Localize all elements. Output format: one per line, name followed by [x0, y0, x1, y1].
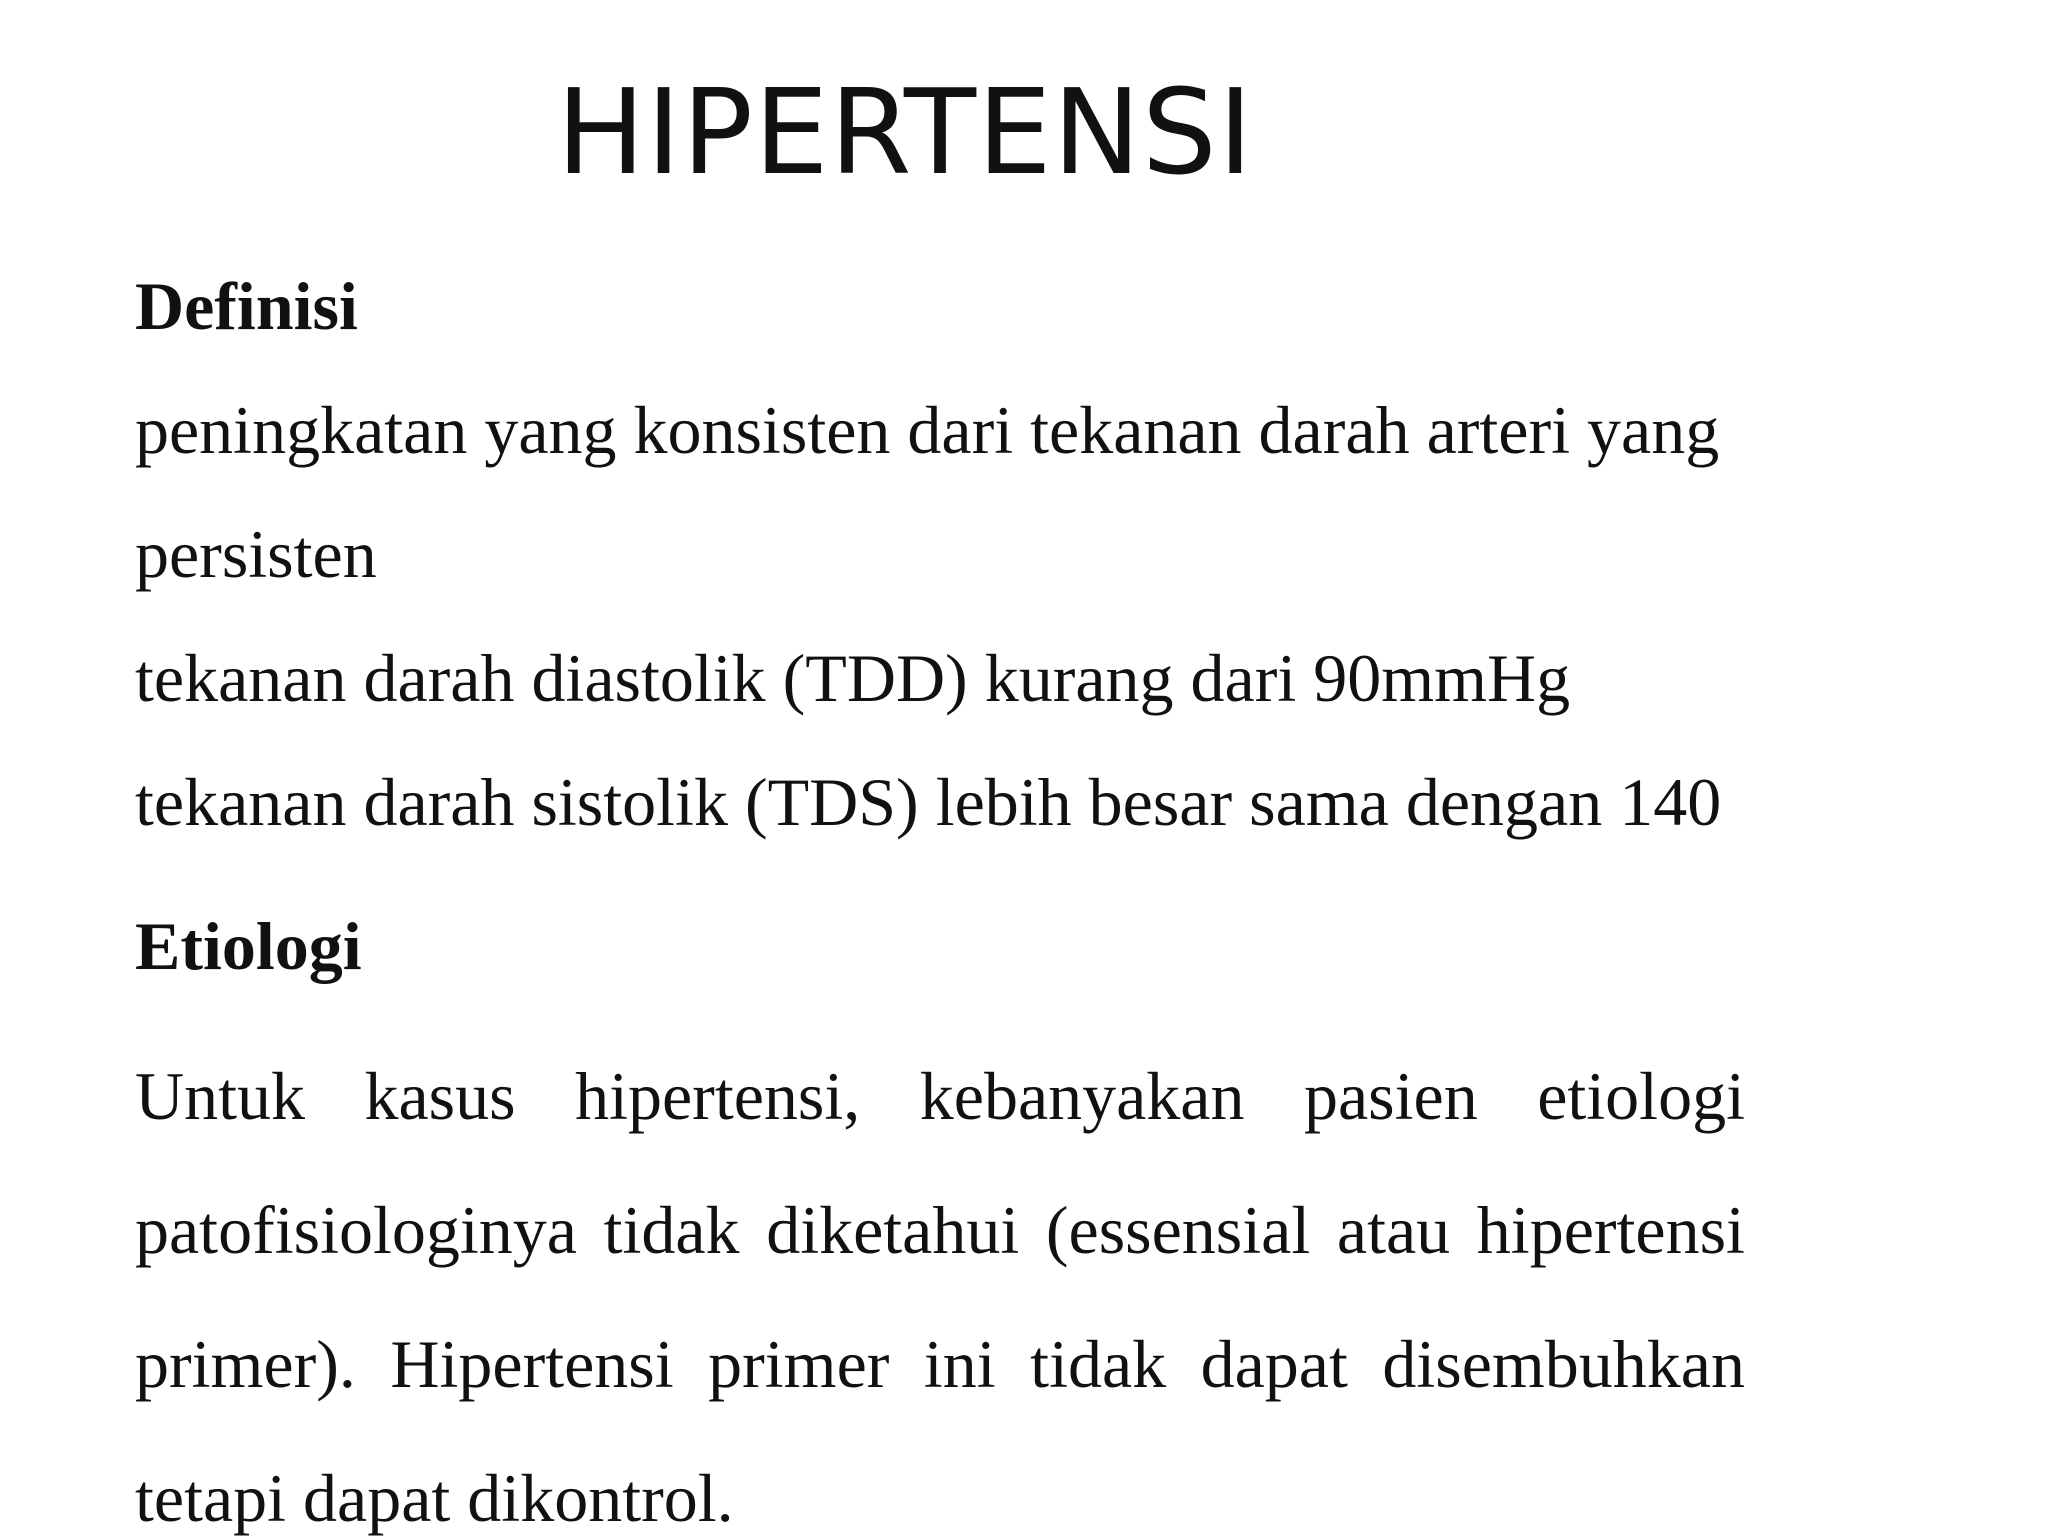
word: dapat [1200, 1326, 1348, 1402]
definisi-line-2: persisten [135, 516, 377, 592]
word: disembuhkan [1382, 1326, 1745, 1402]
word: ini [923, 1326, 996, 1402]
definisi-line-3: tekanan darah diastolik (TDD) kurang dari 90mmHg [135, 640, 1571, 716]
word: hipertensi [1476, 1192, 1745, 1268]
word: tidak [1030, 1326, 1167, 1402]
word: patofisiologinya [135, 1192, 577, 1268]
word: atau [1336, 1192, 1451, 1268]
etiologi-line-3 [135, 1324, 1745, 1404]
word: diketahui [766, 1192, 1020, 1268]
etiologi-line-1 [135, 1056, 1745, 1136]
word: pasien [1304, 1058, 1478, 1134]
definisi-line-4: tekanan darah sistolik (TDS) lebih besar sama dengan 140 [135, 764, 1722, 840]
word: kasus [364, 1058, 516, 1134]
slide-title: HIPERTENSI [556, 63, 1254, 201]
etiologi-line-2 [135, 1190, 1745, 1270]
word: hipertensi, [575, 1058, 861, 1134]
word: Untuk [135, 1058, 305, 1134]
word: (essensial [1045, 1192, 1311, 1268]
word: tidak [603, 1192, 740, 1268]
word: primer). [135, 1326, 356, 1402]
word: primer [708, 1326, 890, 1402]
etiologi-line-4: tetapi dapat dikontrol. [135, 1460, 734, 1536]
etiologi-heading: Etiologi [135, 908, 362, 984]
word: etiologi [1537, 1058, 1745, 1134]
definisi-heading: Definisi [135, 268, 358, 344]
word: kebanyakan [919, 1058, 1245, 1134]
word: Hipertensi [390, 1326, 674, 1402]
definisi-line-1: peningkatan yang konsisten dari tekanan darah arteri yang [135, 392, 1720, 468]
